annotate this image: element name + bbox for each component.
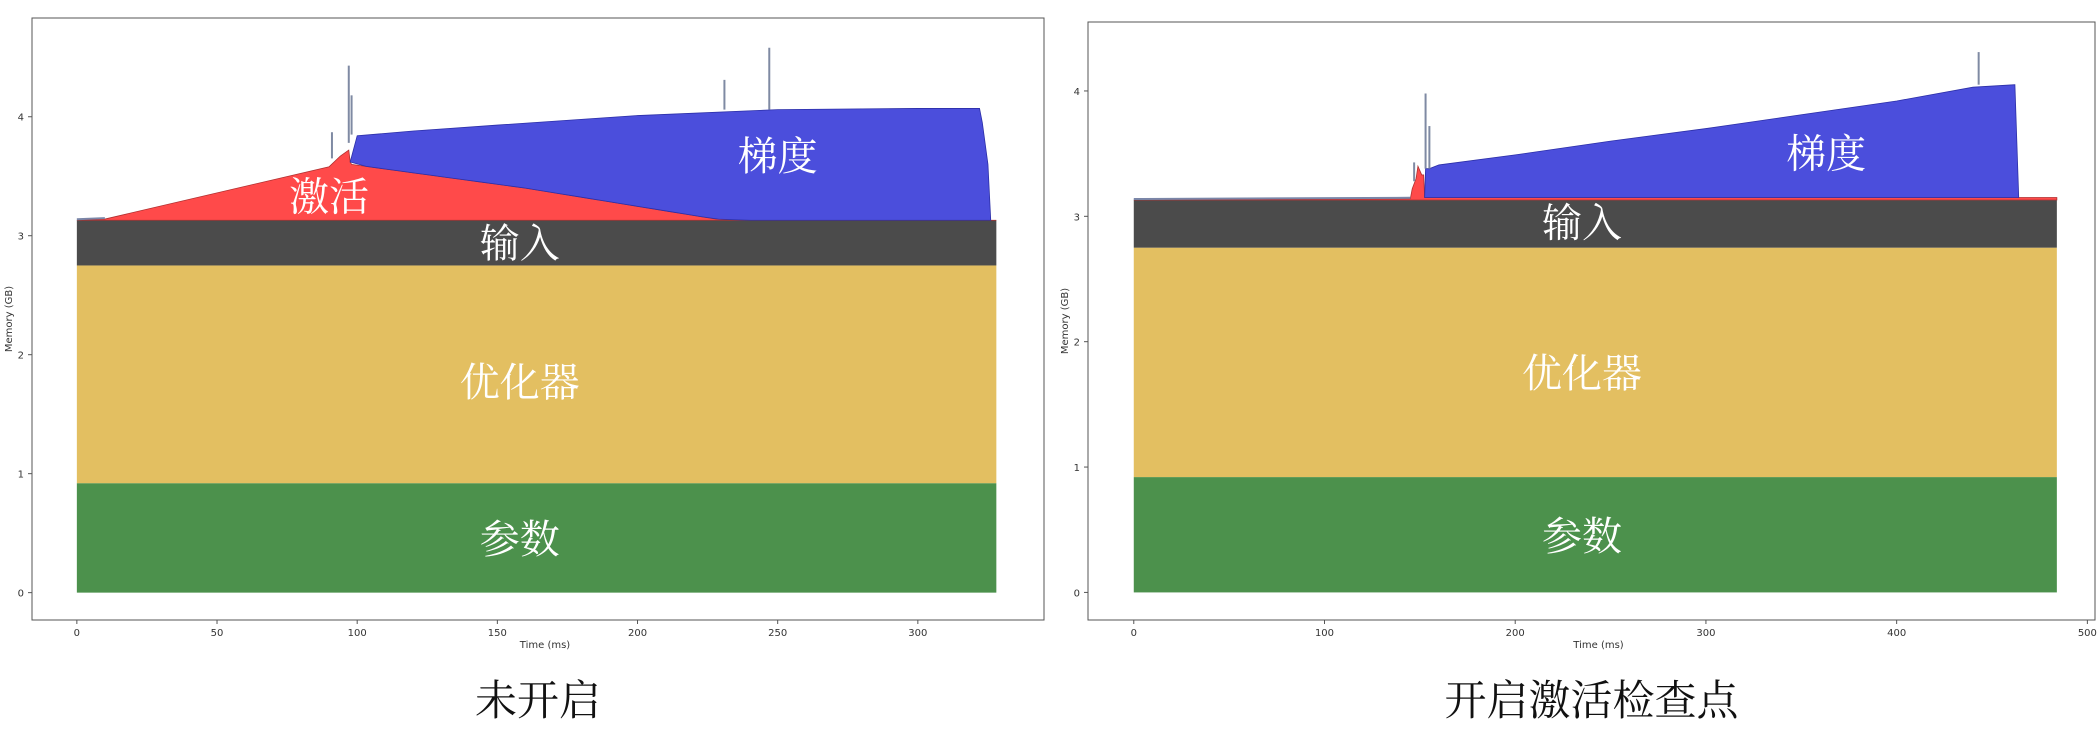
x-tick-label: 150 (487, 628, 507, 639)
layer-label-optimizer: 优化器 (1521, 351, 1642, 398)
layer-label-params: 参数 (1541, 514, 1622, 561)
x-tick-label: 500 (2077, 628, 2097, 639)
y-tick-label: 3 (1073, 212, 1080, 224)
x-tick-label: 250 (768, 628, 788, 639)
y-tick-label: 2 (17, 350, 24, 362)
chart-panel-activation-checkpoint (1060, 22, 2097, 725)
x-tick-label: 100 (347, 628, 367, 639)
layer-label-input: 输入 (1541, 200, 1622, 247)
x-axis-label: Time (ms) (1573, 640, 1624, 651)
chart-panel-no-checkpoint (4, 18, 1044, 725)
y-tick-label: 1 (17, 469, 24, 481)
chart-caption: 未开启 (474, 676, 602, 725)
layer-label-gradients: 梯度 (1786, 131, 1867, 178)
layer-label-params: 参数 (479, 517, 560, 564)
layer-label-input: 输入 (479, 220, 560, 267)
x-tick-label: 400 (1887, 628, 1907, 639)
y-tick-label: 2 (1073, 337, 1080, 349)
memory-trace-line (77, 218, 105, 219)
layer-label-gradients: 梯度 (737, 134, 818, 181)
memory-trace-line (1134, 198, 1411, 199)
x-tick-label: 300 (908, 628, 928, 639)
x-tick-label: 300 (1696, 628, 1716, 639)
y-tick-label: 1 (1073, 463, 1080, 475)
x-tick-label: 0 (1130, 628, 1137, 639)
x-tick-label: 200 (627, 628, 648, 639)
x-tick-label: 0 (73, 628, 81, 639)
x-tick-label: 50 (210, 628, 224, 639)
y-tick-label: 3 (17, 231, 24, 243)
y-axis-label: Memory (GB) (1060, 287, 1071, 355)
y-tick-label: 4 (17, 112, 24, 124)
x-axis-label: Time (ms) (519, 640, 571, 651)
y-axis-label: Memory (GB) (4, 285, 15, 353)
y-tick-label: 4 (1073, 86, 1080, 98)
y-tick-label: 0 (17, 588, 24, 600)
y-tick-label: 0 (1073, 588, 1080, 600)
layer-label-activations: 激活 (289, 174, 370, 221)
layer-label-optimizer: 优化器 (459, 360, 580, 407)
chart-caption: 开启激活检查点 (1444, 676, 1739, 725)
x-tick-label: 100 (1314, 628, 1335, 639)
x-tick-label: 200 (1505, 628, 1525, 639)
